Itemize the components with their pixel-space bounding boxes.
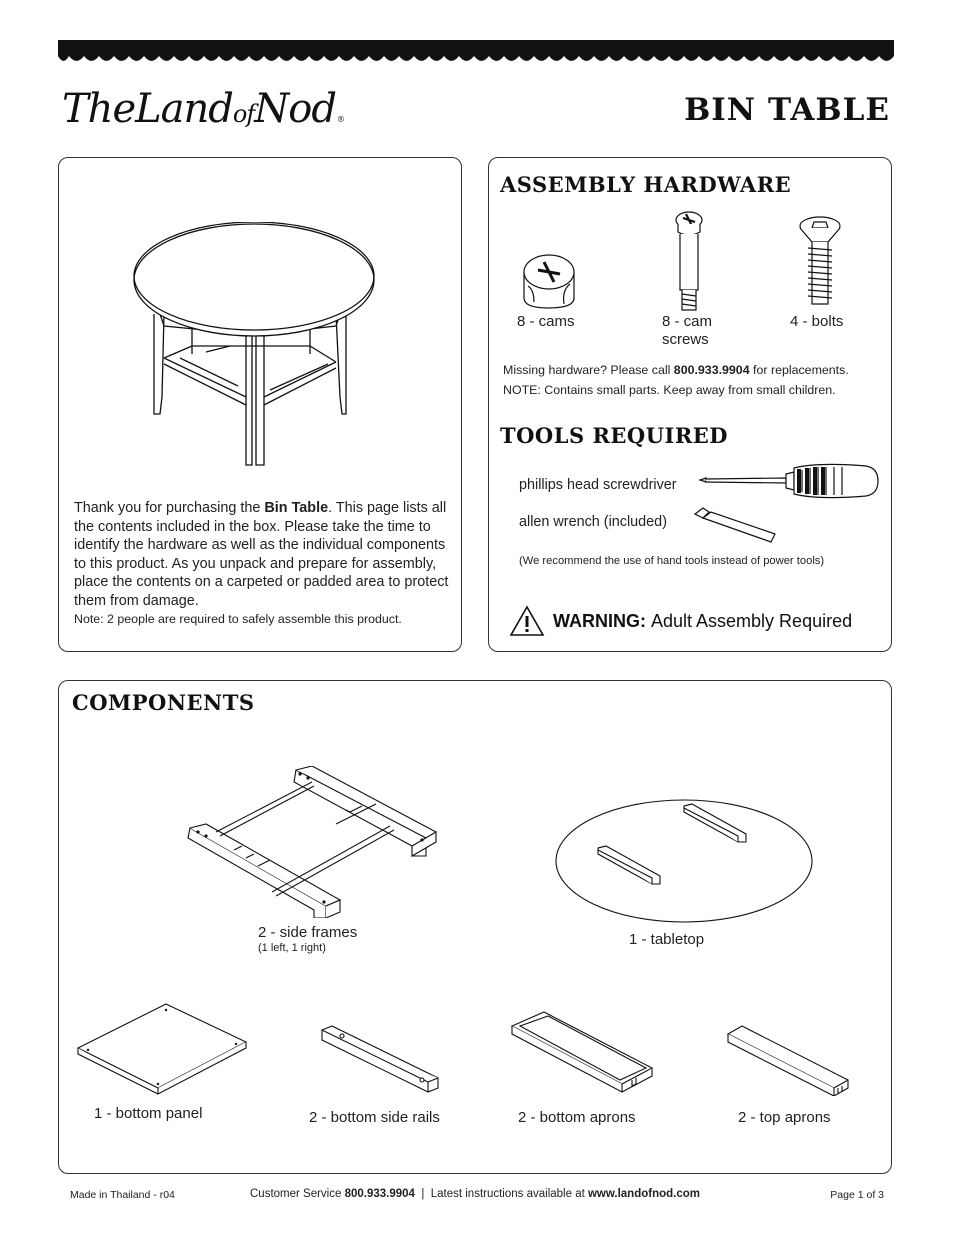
bin-table-illustration	[120, 222, 390, 472]
document-title: BIN TABLE	[684, 92, 890, 128]
missing-hardware-note	[503, 363, 849, 377]
side-frames-illustration	[186, 766, 442, 918]
tool-label-screwdriver: phillips head screwdriver	[519, 477, 677, 493]
allen-wrench-icon	[693, 506, 779, 544]
component-label-bottom-panel: 1 - bottom panel	[94, 1105, 203, 1122]
component-label-side-frames: 2 - side frames	[258, 924, 358, 941]
warning-text: Adult Assembly Required	[651, 610, 853, 631]
screwdriver-icon	[698, 462, 880, 500]
intro-text-2: . This page lists all the contents included in the box. Please take the time to identify the hardware as well as the individual components to this product. As you unpack and prepare for assembly, place the contents on a carpeted or padded area to protect them from damage.	[74, 500, 449, 609]
missing-tail: for replacements.	[749, 363, 849, 377]
components-title: COMPONENTS	[72, 690, 255, 715]
brand-logo	[62, 86, 344, 132]
top-aprons-illustration	[724, 1022, 852, 1096]
bolt-icon	[798, 216, 842, 312]
footer-page-number: Page 1 of 3	[830, 1189, 884, 1201]
missing-phone: 800.933.9904	[673, 363, 750, 377]
cam-screw-icon	[672, 210, 706, 314]
footer-customer-service	[250, 1188, 700, 1200]
components-panel	[58, 680, 892, 1174]
scalloped-border	[58, 40, 894, 66]
missing-text: Missing hardware? Please call	[503, 363, 674, 377]
cs-mid: | Latest instructions available at	[414, 1188, 588, 1200]
bottom-side-rails-illustration	[318, 1022, 442, 1094]
hardware-label-cams: 8 - cams	[517, 313, 575, 330]
cs-url[interactable]: www.landofnod.com	[587, 1188, 700, 1200]
component-label-tabletop: 1 - tabletop	[629, 931, 705, 948]
component-label-bottom-side-rails: 2 - bottom side rails	[309, 1109, 440, 1126]
registered-mark: ®	[336, 115, 344, 124]
tabletop-illustration	[552, 796, 816, 926]
tools-title: TOOLS REQUIRED	[500, 423, 729, 448]
brand-of: of	[232, 100, 255, 128]
small-parts-note: NOTE: Contains small parts. Keep away from small children.	[503, 383, 836, 397]
bottom-aprons-illustration	[508, 1010, 654, 1094]
cs-phone: 800.933.9904	[344, 1188, 415, 1200]
bottom-panel-illustration	[76, 1002, 248, 1098]
hardware-label-bolts: 4 - bolts	[790, 313, 844, 330]
component-sub-side-frames: (1 left, 1 right)	[258, 942, 326, 954]
intro-paragraph	[74, 499, 449, 628]
footer-made-in: Made in Thailand - r04	[70, 1189, 175, 1201]
warning-icon	[509, 605, 545, 637]
intro-text-1: Thank you for purchasing the	[74, 500, 265, 516]
brand-name: TheLand	[62, 86, 233, 132]
hand-tools-recommendation: (We recommend the use of hand tools instead of power tools)	[519, 555, 825, 567]
intro-note: Note: 2 people are required to safely assemble this product.	[74, 611, 402, 626]
component-label-top-aprons: 2 - top aprons	[738, 1109, 831, 1126]
cs-label: Customer Service	[250, 1188, 345, 1200]
warning-notice	[509, 604, 852, 638]
hardware-title: ASSEMBLY HARDWARE	[500, 172, 792, 197]
component-label-bottom-aprons: 2 - bottom aprons	[518, 1109, 636, 1126]
hardware-label-cam-screws: 8 - cam screws	[662, 313, 713, 348]
brand-nod: Nod	[254, 86, 336, 132]
product-name: Bin Table	[264, 500, 329, 516]
tool-label-allen-wrench: allen wrench (included)	[519, 514, 667, 530]
warning-label: WARNING:	[553, 610, 646, 631]
cam-icon	[520, 250, 578, 312]
